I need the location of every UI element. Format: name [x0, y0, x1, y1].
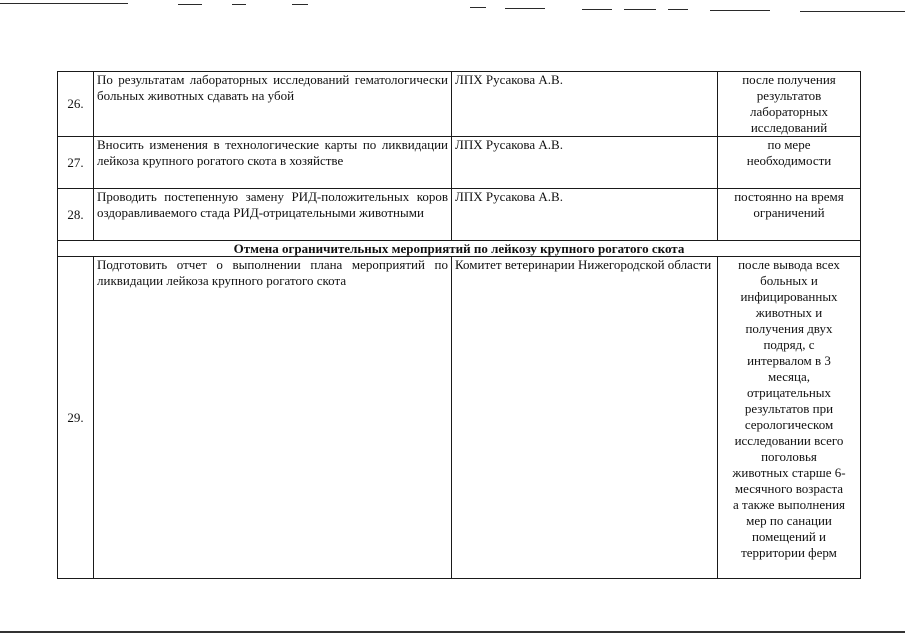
- scan-line: [668, 9, 688, 10]
- scan-line: [232, 4, 246, 5]
- task-cell: Проводить постепенную замену РИД-положительных коров оздоравливаемого стада РИД-отрицательными животными: [94, 189, 452, 241]
- term-cell: [718, 72, 861, 137]
- term-line: ограничений: [753, 205, 825, 220]
- term-line: больных и: [760, 273, 818, 288]
- term-line: результатов: [756, 88, 822, 103]
- scan-line: [505, 8, 545, 9]
- term-line: результатов при: [744, 401, 834, 416]
- term-line: месяца,: [767, 369, 811, 384]
- term-line: поголовья: [761, 449, 817, 464]
- task-cell: Вносить изменения в технологические карты по ликвидации лейкоза крупного рогатого скота в хозяйстве: [94, 137, 452, 189]
- term-cell: [718, 189, 861, 241]
- term-line: исследовании всего: [734, 433, 844, 448]
- term-line: необходимости: [746, 153, 832, 168]
- measures-table: [57, 71, 861, 579]
- scan-line: [0, 3, 128, 4]
- section-row: [58, 241, 861, 257]
- section-heading: Отмена ограничительных мероприятий по лейкозу крупного рогатого скота: [58, 241, 861, 257]
- term-line: животных старше 6-: [732, 465, 846, 480]
- responsible-cell: ЛПХ Русакова А.В.: [452, 72, 718, 137]
- scan-line: [292, 4, 308, 5]
- term-line: интервалом в 3: [747, 353, 831, 368]
- row-number: 27.: [58, 137, 94, 189]
- row-number: 28.: [58, 189, 94, 241]
- term-line: мер по санации: [746, 513, 832, 528]
- scan-line: [800, 11, 905, 12]
- task-cell: Подготовить отчет о выполнении плана мероприятий по ликвидации лейкоза крупного рогатого скота: [94, 257, 452, 579]
- term-line: отрицательных: [746, 385, 832, 400]
- responsible-cell: ЛПХ Русакова А.В.: [452, 137, 718, 189]
- term-line: лабораторных: [749, 104, 828, 119]
- term-cell: [718, 257, 861, 579]
- term-line: инфицированных: [740, 289, 838, 304]
- term-line: исследований: [750, 120, 828, 135]
- scan-line: [0, 631, 905, 633]
- task-cell: По результатам лабораторных исследований гематологически больных животных сдавать на убой: [94, 72, 452, 137]
- term-line: подряд, с: [763, 337, 815, 352]
- term-line: постоянно на время: [734, 189, 844, 204]
- scan-line: [624, 9, 656, 10]
- row-number: 29.: [58, 257, 94, 579]
- term-line: животных и: [755, 305, 823, 320]
- term-line: по мере: [767, 137, 811, 152]
- row-number: 26.: [58, 72, 94, 137]
- responsible-cell: Комитет ветеринарии Нижегородской области: [452, 257, 718, 579]
- scan-line: [178, 4, 202, 5]
- term-line: получения двух: [745, 321, 833, 336]
- table-row: [58, 257, 861, 579]
- term-line: серологическом: [744, 417, 834, 432]
- scan-line: [710, 10, 770, 11]
- responsible-cell: ЛПХ Русакова А.В.: [452, 189, 718, 241]
- scan-line: [470, 7, 486, 8]
- table-row: [58, 72, 861, 137]
- table-row: [58, 137, 861, 189]
- term-line: помещений и: [751, 529, 827, 544]
- table-row: [58, 189, 861, 241]
- term-cell: [718, 137, 861, 189]
- term-line: после вывода всех: [738, 257, 840, 272]
- term-line: а также выполнения: [732, 497, 846, 512]
- term-line: после получения: [742, 72, 836, 87]
- term-line: территории ферм: [741, 545, 837, 560]
- term-line: месячного возраста: [734, 481, 844, 496]
- scan-line: [582, 9, 612, 10]
